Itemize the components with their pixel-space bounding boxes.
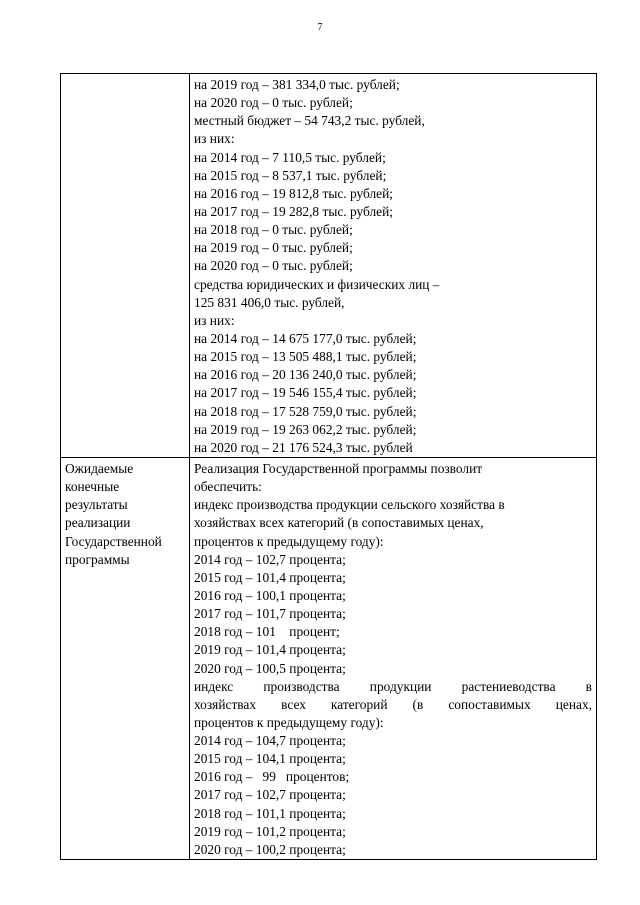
text-line: 2017 год – 101,7 процента; bbox=[194, 606, 346, 622]
text-line: 2020 год – 100,5 процента; bbox=[194, 660, 346, 676]
text-line: на 2019 год – 19 263 062,2 тыс. рублей; bbox=[194, 421, 417, 437]
text-line: Реализация Государственной программы позволит bbox=[194, 460, 483, 476]
row-label-line: Государственной bbox=[65, 533, 162, 549]
text-line: на 2016 год – 19 812,8 тыс. рублей; bbox=[194, 185, 393, 201]
text-line: на 2020 год – 0 тыс. рублей; bbox=[194, 95, 353, 111]
row-label-line: результаты bbox=[65, 497, 128, 513]
text-line: на 2019 год – 0 тыс. рублей; bbox=[194, 240, 353, 256]
text-line: 2015 год – 104,1 процента; bbox=[194, 751, 346, 767]
text-line: на 2020 год – 0 тыс. рублей; bbox=[194, 258, 353, 274]
text-line: 2019 год – 101,2 процента; bbox=[194, 823, 346, 839]
text-line: на 2020 год – 21 176 524,3 тыс. рублей bbox=[194, 439, 413, 455]
row-label-line: программы bbox=[65, 551, 130, 567]
text-line: средства юридических и физических лиц – bbox=[194, 276, 440, 292]
text-line: 2018 год – 101,1 процента; bbox=[194, 805, 346, 821]
text-line: хозяйствах всех категорий (в сопоставимых ценах, bbox=[194, 515, 484, 531]
text-line: 2018 год – 101 процент; bbox=[194, 624, 340, 640]
row-label-line: Ожидаемые bbox=[65, 460, 134, 476]
text-line: на 2017 год – 19 546 155,4 тыс. рублей; bbox=[194, 385, 417, 401]
text-line: 2019 год – 101,4 процента; bbox=[194, 642, 346, 658]
text-line: из них: bbox=[194, 312, 235, 328]
text-line: 2014 год – 102,7 процента; bbox=[194, 551, 346, 567]
text-line: индекс производства продукции сельского хозяйства в bbox=[194, 497, 505, 513]
text-line: на 2018 год – 0 тыс. рублей; bbox=[194, 222, 353, 238]
row-label-line: реализации bbox=[65, 515, 131, 531]
text-line: процентов к предыдущему году): bbox=[194, 714, 384, 730]
text-line: процентов к предыдущему году): bbox=[194, 533, 384, 549]
expected-results-cell bbox=[190, 457, 597, 859]
text-line: на 2014 год – 7 110,5 тыс. рублей; bbox=[194, 149, 386, 165]
table-row-funding bbox=[61, 74, 597, 458]
text-line: местный бюджет – 54 743,2 тыс. рублей, bbox=[194, 113, 425, 129]
text-line: 2016 год – 100,1 процента; bbox=[194, 587, 346, 603]
text-line: на 2015 год – 13 505 488,1 тыс. рублей; bbox=[194, 349, 417, 365]
text-line: на 2017 год – 19 282,8 тыс. рублей; bbox=[194, 203, 393, 219]
table-row-expected-results bbox=[61, 457, 597, 859]
funding-details-cell bbox=[190, 74, 597, 458]
row-label-line: конечные bbox=[65, 479, 120, 495]
justified-text-line: индекс производства продукции растениеводства в bbox=[194, 678, 592, 694]
text-line: 2014 год – 104,7 процента; bbox=[194, 733, 346, 749]
text-line: 125 831 406,0 тыс. рублей, bbox=[194, 294, 345, 310]
text-line: на 2018 год – 17 528 759,0 тыс. рублей; bbox=[194, 403, 417, 419]
text-line: обеспечить: bbox=[194, 479, 262, 495]
program-passport-table bbox=[60, 73, 597, 860]
text-line: 2015 год – 101,4 процента; bbox=[194, 569, 346, 585]
text-line: 2020 год – 100,2 процента; bbox=[194, 841, 346, 857]
text-line: на 2019 год – 381 334,0 тыс. рублей; bbox=[194, 77, 400, 92]
text-line: на 2015 год – 8 537,1 тыс. рублей; bbox=[194, 167, 387, 183]
text-line: из них: bbox=[194, 131, 235, 147]
row-label-cell bbox=[61, 457, 190, 859]
text-line: 2017 год – 102,7 процента; bbox=[194, 787, 346, 803]
justified-text-line: хозяйствах всех категорий (в сопоставимых ценах, bbox=[194, 696, 592, 712]
text-line: 2016 год – 99 процентов; bbox=[194, 769, 350, 785]
page-number: 7 bbox=[317, 22, 323, 33]
text-line: на 2014 год – 14 675 177,0 тыс. рублей; bbox=[194, 330, 417, 346]
row-label-cell-empty bbox=[61, 74, 190, 458]
text-line: на 2016 год – 20 136 240,0 тыс. рублей; bbox=[194, 367, 417, 383]
